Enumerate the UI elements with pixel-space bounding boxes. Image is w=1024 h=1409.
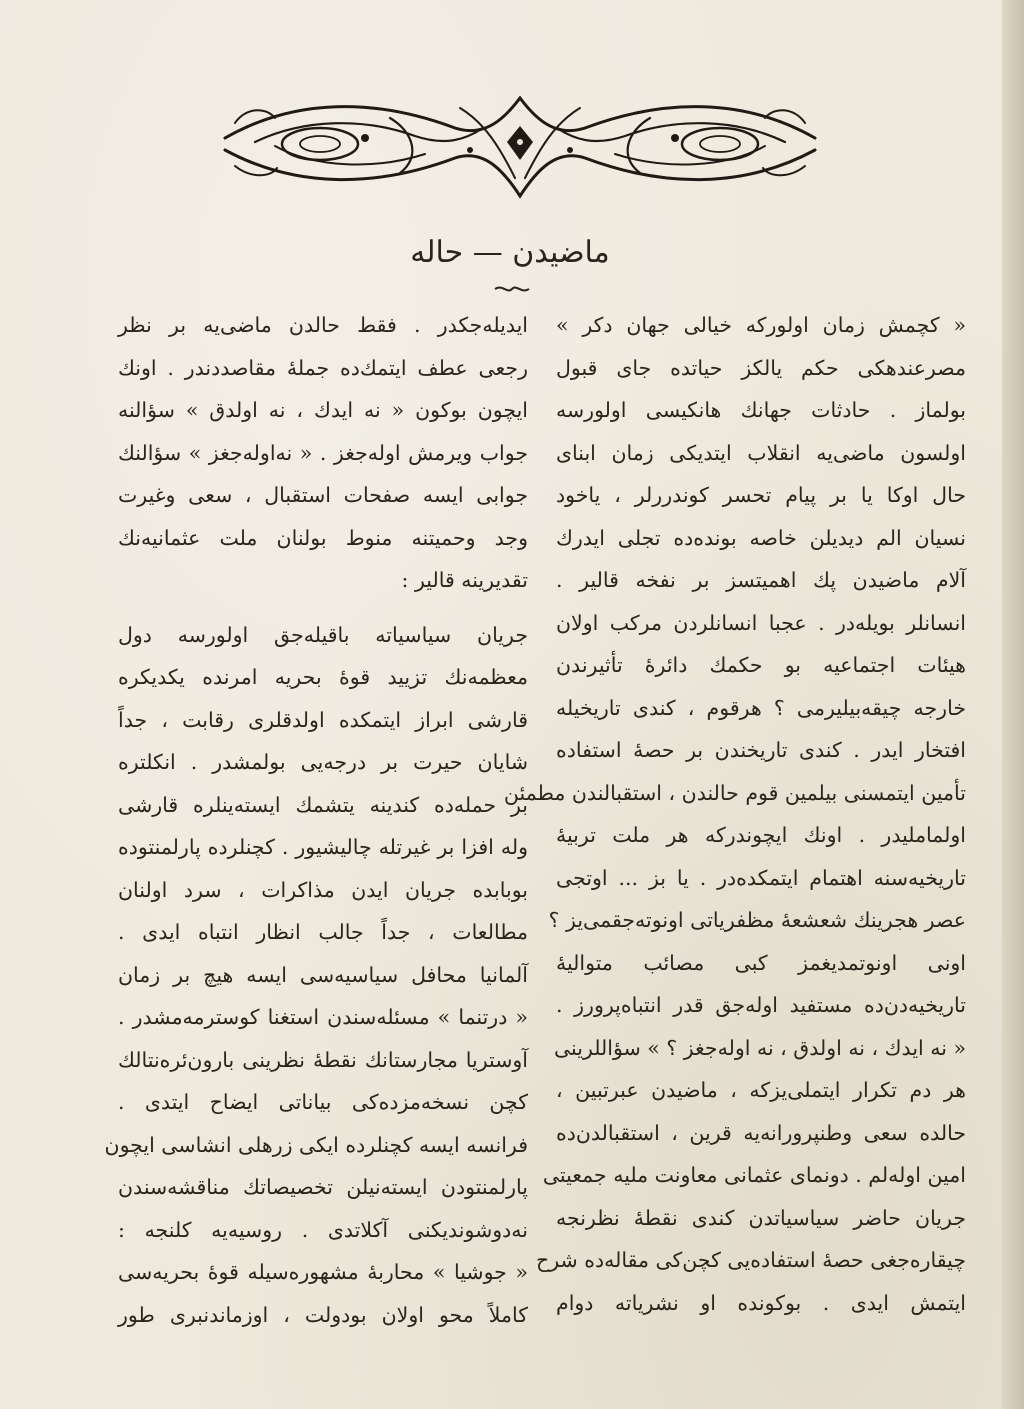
- text-line: ایدیله‌جکدر . فقط حالدن ماضی‌یه بر نظر: [118, 313, 528, 337]
- text-line: نه‌دوشوندیکنی آکلاتدی . روسیه‌یه کلنجه :: [118, 1217, 528, 1242]
- text-line: مطالعات ، جداً جالب انظار انتباه ایدی .: [118, 920, 528, 944]
- text-line: چیقاره‌جغی حصهٔ استفاده‌یی کچن‌کی مقاله‌ده شرح: [536, 1248, 966, 1272]
- text-line: کچن نسخه‌مزده‌کی بیاناتی ایضاح ایتدی .: [118, 1090, 528, 1114]
- text-line: تقدیرینه قالیر :: [401, 568, 528, 592]
- text-line: مصرعندهکی حکم یالکز حیاتده جای قبول: [556, 355, 966, 380]
- text-line: هیئات اجتماعیه بو حکمك دائرهٔ تأثیرندن: [556, 653, 966, 677]
- text-line: انسانلر بویله‌در . عجبا انسانلردن مرکب اولان: [556, 610, 966, 635]
- text-line: معظمه‌نك تزیید قوهٔ بحریه امرنده یکدیکره: [118, 665, 528, 689]
- text-line: تاریخیه‌دن‌ده مستفید اوله‌جق قدر انتباه‌پرورز .: [556, 993, 966, 1017]
- text-line: تاریخیه‌سنه اهتمام ایتمکده‌در . یا بز ... اوتجی: [556, 865, 966, 890]
- text-line: « نه ایدك ، نه اولدق ، نه اوله‌جغز ؟ » سؤاللرینی: [553, 1035, 966, 1060]
- text-line: نسیان الم دیدیلن خاصه بونده‌ده تجلی ایدرك: [556, 525, 966, 550]
- text-line: اولمامليدر . اونك ایچوندرکه هر ملت تربیهٔ: [556, 823, 966, 847]
- text-line: کاملاً محو اولان بودولت ، اوزماندنبری طور: [118, 1302, 528, 1327]
- text-line: شایان حیرت بر درجه‌یی بولمشدر . انکلتره: [118, 750, 528, 774]
- left-text-column: [104, 304, 528, 1334]
- text-line: قارشی ابراز ایتمکده اولدقلری رقابت ، جداً: [118, 707, 528, 732]
- text-line: ایچون بوکون « نه ایدك ، نه اولدق » سؤالنه: [118, 398, 528, 422]
- text-line: افتخار ایدر . کندی تاریخندن بر حصهٔ استفاده: [556, 738, 966, 762]
- text-line: امین اوله‌لم . دونمای عثمانی معاونت ملیه جمعیتی: [542, 1163, 966, 1187]
- text-line: وله افزا بر غیرتله چالیشیور . کچنلرده پارلمنتوده: [118, 835, 528, 859]
- text-line: پارلمنتودن ایسته‌نیلن تخصیصاتك مناقشه‌سندن: [118, 1175, 528, 1199]
- text-line: اونی اونوتمدیغمز کبی مصائب متوالیهٔ: [556, 950, 966, 975]
- text-line: بوبابده جریان ایدن مذاکرات ، سرد اولنان: [118, 877, 528, 902]
- text-line: « کچمش زمان اولورکه خیالی جهان دکر »: [556, 313, 966, 337]
- text-line: هر دم تکرار ایتملی‌یزکه ، ماضیدن عبرتبین ،: [556, 1078, 966, 1102]
- text-line: خارجه چیقه‌بیلیرمی ؟ هرقوم ، کندی تاریخیله: [556, 695, 966, 720]
- text-line: تأمین ایتمسنی بیلمین قوم حالندن ، استقبالندن مطمئن: [503, 780, 966, 805]
- text-line: « درتنما » مسئله‌سندن استغنا کوسترمه‌مشدر .: [118, 1005, 528, 1029]
- text-line: آلام ماضیدن پك اهمیتسز بر نفخه قالیر .: [556, 568, 966, 592]
- text-line: حال اوکا یا بر پیام تحسر کوندررلر ، یاخود: [556, 483, 966, 507]
- text-line: ایتمش ایدی . بوکونده او نشریاته دوام: [556, 1290, 966, 1315]
- text-line: « جوشیا » محاربهٔ مشهوره‌سیله قوهٔ بحریه‌سی: [118, 1260, 528, 1284]
- text-line: آوستریا مجارستانك نقطهٔ نظرینی بارون‌ئره‌نتالك: [118, 1047, 528, 1072]
- paragraph-gap: [118, 602, 528, 614]
- text-line: فرانسه ایسه کچنلرده ایکی زرهلی انشاسی ایچون: [104, 1132, 528, 1157]
- text-line: عصر هجرینك شعشعهٔ مظفریاتی اونوته‌جقمی‌یز ؟: [548, 908, 966, 932]
- text-line: حالده سعی وطنپرورانه‌یه قرین ، استقبالدن‌ده: [556, 1120, 966, 1145]
- text-line: رجعی عطف ایتمك‌ده جملهٔ مقاصددندر . اونك: [118, 355, 528, 380]
- text-line: بر حمله‌ده کندینه یتشمك ایسته‌ینلره قارشی: [118, 792, 528, 817]
- art-nouveau-headpiece-ornament-icon: [215, 78, 825, 208]
- title-divider-icon: [493, 284, 531, 294]
- text-line: آلمانیا محافل سیاسیه‌سی ایسه هیچ بر زمان: [118, 962, 528, 987]
- text-line: وجد وحمیتنه منوط بولنان ملت عثمانیه‌نك: [118, 525, 528, 550]
- text-line: بولماز . حادثات جهانك هانکیسی اولورسه: [556, 398, 966, 422]
- text-line: جوابی ایسه صفحات استقبال ، سعی وغیرت: [118, 483, 528, 507]
- text-line: جریان حاضر سیاسیاتدن کندی نقطهٔ نظرنجه: [556, 1205, 966, 1230]
- text-line: جواب ویرمش اوله‌جغز . « نه‌اوله‌جغز » سؤالنك: [118, 440, 528, 465]
- page-edge-shadow: [1002, 0, 1024, 1409]
- right-text-column: [503, 304, 966, 1334]
- text-line: جریان سیاسیاته باقیله‌جق اولورسه دول: [118, 622, 528, 647]
- text-line: اولسون ماضی‌یه انقلاب ایتدیکی زمان ابنای: [556, 440, 966, 465]
- article-title: ماضیدن — حاله: [410, 235, 610, 270]
